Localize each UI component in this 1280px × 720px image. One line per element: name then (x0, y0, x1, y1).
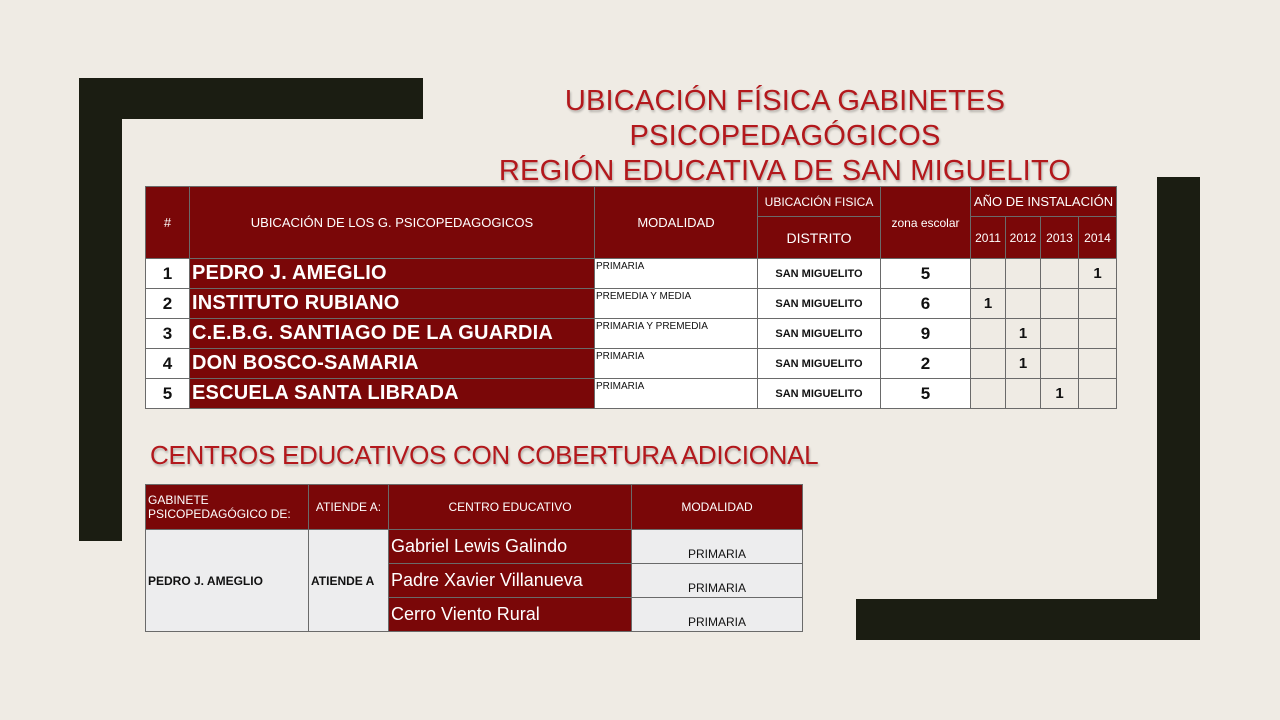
header-centro: CENTRO EDUCATIVO (389, 485, 632, 530)
centro-name: Padre Xavier Villanueva (389, 564, 632, 598)
row-year-2013 (1041, 349, 1079, 379)
decor-bracket-bottom-right-horizontal (856, 599, 1200, 640)
table-row (146, 349, 1117, 379)
table-row (146, 289, 1117, 319)
coverage-table (145, 484, 803, 632)
decor-bracket-bottom-right-vertical (1157, 177, 1200, 640)
row-year-2011 (971, 379, 1006, 409)
row-year-2014 (1079, 379, 1117, 409)
row-num: 1 (146, 259, 190, 289)
row-distrito: SAN MIGUELITO (758, 259, 881, 289)
row-year-2012: 1 (1006, 349, 1041, 379)
header-atiende: ATIENDE A: (309, 485, 389, 530)
row-distrito: SAN MIGUELITO (758, 319, 881, 349)
gabinete-name: PEDRO J. AMEGLIO (146, 530, 309, 632)
row-year-2011 (971, 259, 1006, 289)
row-year-2013 (1041, 319, 1079, 349)
row-year-2012: 1 (1006, 319, 1041, 349)
decor-bracket-top-left-vertical (79, 78, 122, 541)
header-anio: AÑO DE INSTALACIÓN (971, 187, 1117, 217)
row-modalidad: PRIMARIA (595, 379, 758, 409)
atiende-value: ATIENDE A (309, 530, 389, 632)
row-zona: 5 (881, 379, 971, 409)
slide-title-line2: REGIÓN EDUCATIVA DE SAN MIGUELITO (498, 155, 1072, 187)
row-zona: 9 (881, 319, 971, 349)
header-modalidad-cov: MODALIDAD (632, 485, 803, 530)
row-year-2011 (971, 349, 1006, 379)
row-num: 5 (146, 379, 190, 409)
row-num: 4 (146, 349, 190, 379)
header-ubicacion-fisica: UBICACIÓN FISICA (758, 187, 881, 217)
row-modalidad: PRIMARIA Y PREMEDIA (595, 319, 758, 349)
header-year-2013: 2013 (1041, 217, 1079, 259)
row-year-2012 (1006, 379, 1041, 409)
row-year-2011: 1 (971, 289, 1006, 319)
row-num: 3 (146, 319, 190, 349)
row-distrito: SAN MIGUELITO (758, 349, 881, 379)
row-name: C.E.B.G. SANTIAGO DE LA GUARDIA (190, 319, 595, 349)
table-row (146, 259, 1117, 289)
row-year-2013 (1041, 289, 1079, 319)
centro-modalidad: PRIMARIA (632, 598, 803, 632)
header-year-2012: 2012 (1006, 217, 1041, 259)
decor-bracket-top-left-horizontal (79, 78, 423, 119)
centro-modalidad: PRIMARIA (632, 530, 803, 564)
row-modalidad: PRIMARIA (595, 259, 758, 289)
row-year-2013 (1041, 259, 1079, 289)
row-year-2014 (1079, 289, 1117, 319)
table-row (146, 379, 1117, 409)
row-year-2012 (1006, 259, 1041, 289)
row-name: PEDRO J. AMEGLIO (190, 259, 595, 289)
centro-name: Cerro Viento Rural (389, 598, 632, 632)
row-distrito: SAN MIGUELITO (758, 379, 881, 409)
row-name: INSTITUTO RUBIANO (190, 289, 595, 319)
centro-name: Gabriel Lewis Galindo (389, 530, 632, 564)
row-year-2013: 1 (1041, 379, 1079, 409)
row-modalidad: PRIMARIA (595, 349, 758, 379)
centro-modalidad: PRIMARIA (632, 564, 803, 598)
row-year-2012 (1006, 289, 1041, 319)
header-num: # (146, 187, 190, 259)
row-name: ESCUELA SANTA LIBRADA (190, 379, 595, 409)
header-modalidad: MODALIDAD (595, 187, 758, 259)
row-zona: 2 (881, 349, 971, 379)
table-row (146, 319, 1117, 349)
header-distrito: DISTRITO (758, 217, 881, 259)
coverage-title: CENTROS EDUCATIVOS CON COBERTURA ADICIONAL (150, 440, 819, 470)
row-year-2011 (971, 319, 1006, 349)
header-ubicacion: UBICACIÓN DE LOS G. PSICOPEDAGOGICOS (190, 187, 595, 259)
row-zona: 6 (881, 289, 971, 319)
slide-title (410, 84, 1160, 189)
row-year-2014 (1079, 349, 1117, 379)
row-modalidad: PREMEDIA Y MEDIA (595, 289, 758, 319)
header-zona: zona escolar (881, 187, 971, 259)
header-year-2011: 2011 (971, 217, 1006, 259)
header-gabinete: GABINETE PSICOPEDAGÓGICO DE: (146, 485, 309, 530)
row-year-2014: 1 (1079, 259, 1117, 289)
row-num: 2 (146, 289, 190, 319)
table-row (146, 530, 803, 564)
header-year-2014: 2014 (1079, 217, 1117, 259)
row-name: DON BOSCO-SAMARIA (190, 349, 595, 379)
slide-title-line1: UBICACIÓN FÍSICA GABINETES PSICOPEDAGÓGICOS (564, 85, 1006, 152)
gabinetes-table (145, 186, 1117, 409)
row-year-2014 (1079, 319, 1117, 349)
row-zona: 5 (881, 259, 971, 289)
row-distrito: SAN MIGUELITO (758, 289, 881, 319)
